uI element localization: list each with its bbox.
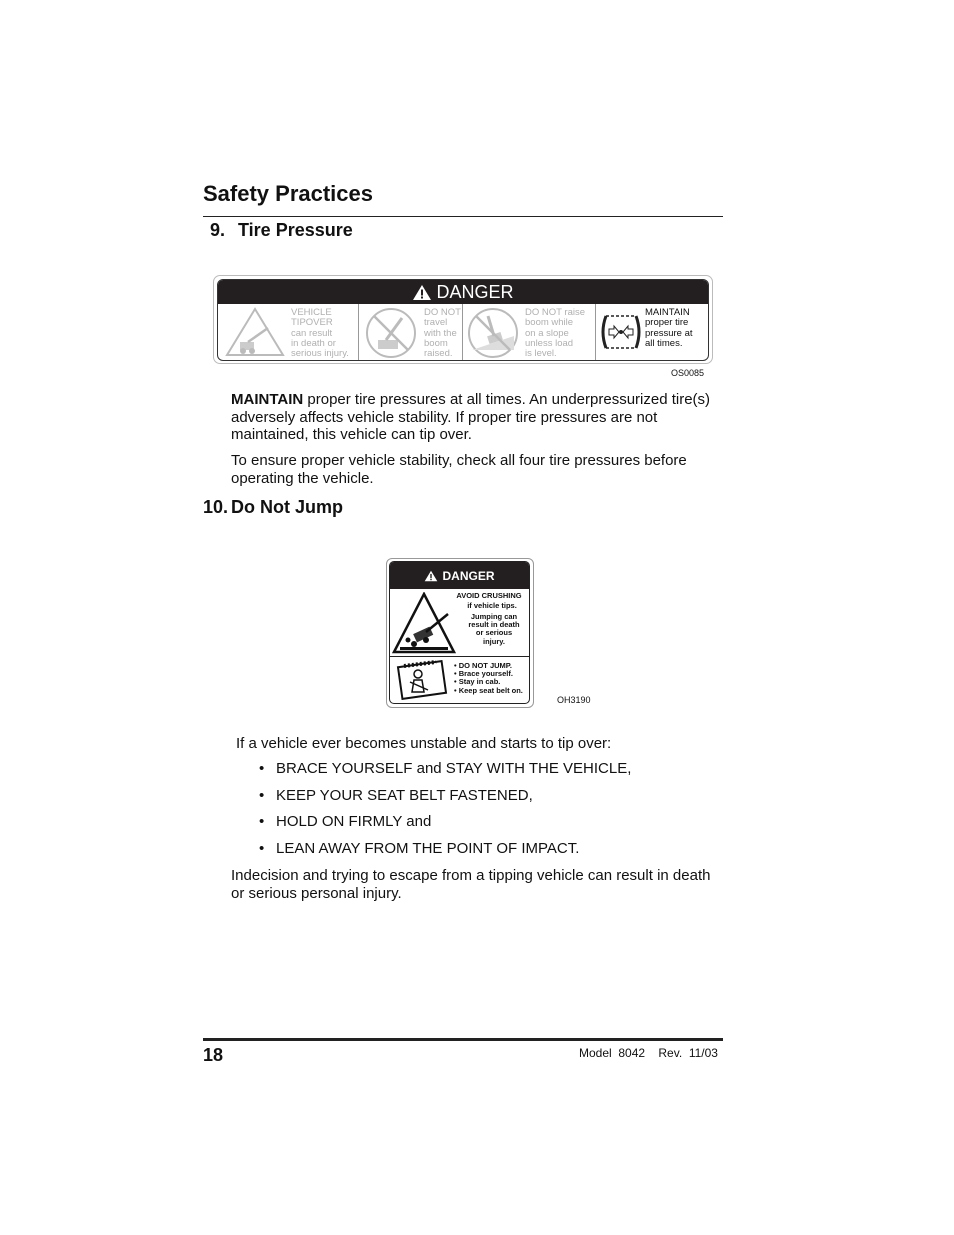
decal-panel-no-travel [358,304,462,360]
decal-instruction-item: • DO NOT JUMP. [454,661,512,670]
footer-model-revision: Model 8042 Rev. 11/03 [579,1046,718,1060]
paragraph-indecision-warning: Indecision and trying to escape from a tipping vehicle can result in death or serious personal injury. [231,867,711,902]
tip-over-instructions-list [259,760,631,867]
page-title: Safety Practices [203,181,373,206]
paragraph-maintain [231,391,723,444]
decal-instruction-item: • Brace yourself. [454,669,513,679]
list-item: • LEAN AWAY FROM THE POINT OF IMPACT. [259,840,631,867]
no-boom-on-slope-icon [466,306,520,360]
page-number: 18 [203,1045,224,1065]
vehicle-tipover-crush-icon [392,592,456,654]
paragraph-check-pressures: To ensure proper vehicle stability, check all four tire pressures before operating the vehicle. [231,452,687,487]
decal-danger-header [390,562,529,589]
decal-avoid-crushing-title: AVOID CRUSHING [456,591,522,600]
warning-triangle-icon [424,570,438,582]
list-item: • HOLD ON FIRMLY and [259,813,631,840]
paragraph-maintain-text: proper tire pressures at all times. An underpressurized tire(s) adversely affects vehicle stability. If proper tire pressures are not maintained, this vehicle can tip over. [231,391,711,443]
decal-panel-text: DO NOT raise boom while on a slope unless load is level. [525,307,586,360]
section-number: 10. [203,497,229,517]
do-not-jump-danger-decal [386,558,534,708]
footer-rule [203,1038,723,1041]
list-item: • BRACE YOURSELF and STAY WITH THE VEHICLE, [259,760,631,787]
decal-danger-header [218,280,708,304]
section-number: 9. [210,220,226,240]
section-heading-tire-pressure [210,220,353,241]
section-heading-do-not-jump [203,497,343,518]
decal-panel-text: VEHICLE TIPOVER can result in death or serious injury. [291,307,349,360]
decal-panel-text: DO NOT travel with the boom raised. [424,307,461,360]
header-rule [203,216,723,217]
tire-pressure-danger-decal [213,275,713,364]
decal-instruction-item: • Stay in cab. [454,677,501,687]
decal-panel-no-boom-slope [462,304,595,360]
decal-panel-tire-pressure [595,304,708,360]
decal-avoid-crushing-subtitle: if vehicle tips. [467,601,517,610]
list-item: • KEEP YOUR SEAT BELT FASTENED, [259,787,631,814]
decal-instruction-item: • Keep seat belt on. [454,685,523,695]
section-title: Tire Pressure [238,220,353,240]
maintain-emphasis: MAINTAIN [231,391,304,408]
decal-panel-vehicle-tipover [218,304,358,360]
no-travel-boom-raised-icon [364,306,418,360]
seat-belt-operator-icon [396,660,448,700]
decal-danger-label: DANGER [436,281,514,302]
section-title: Do Not Jump [231,497,343,517]
vehicle-tipover-icon [224,306,286,358]
decal-jumping-warning: Jumping can result in death or serious injury. [468,612,520,646]
tire-pressure-icon [600,312,642,352]
decal-code: OS0085 [671,368,705,378]
decal-code: OH3190 [557,695,591,705]
decal-instruction-list [454,662,523,695]
decal-danger-label: DANGER [442,568,495,583]
paragraph-tip-over-intro: If a vehicle ever becomes unstable and starts to tip over: [236,735,612,752]
decal-panel-text: MAINTAIN proper tire pressure at all times. [645,307,693,349]
warning-triangle-icon [412,284,432,301]
